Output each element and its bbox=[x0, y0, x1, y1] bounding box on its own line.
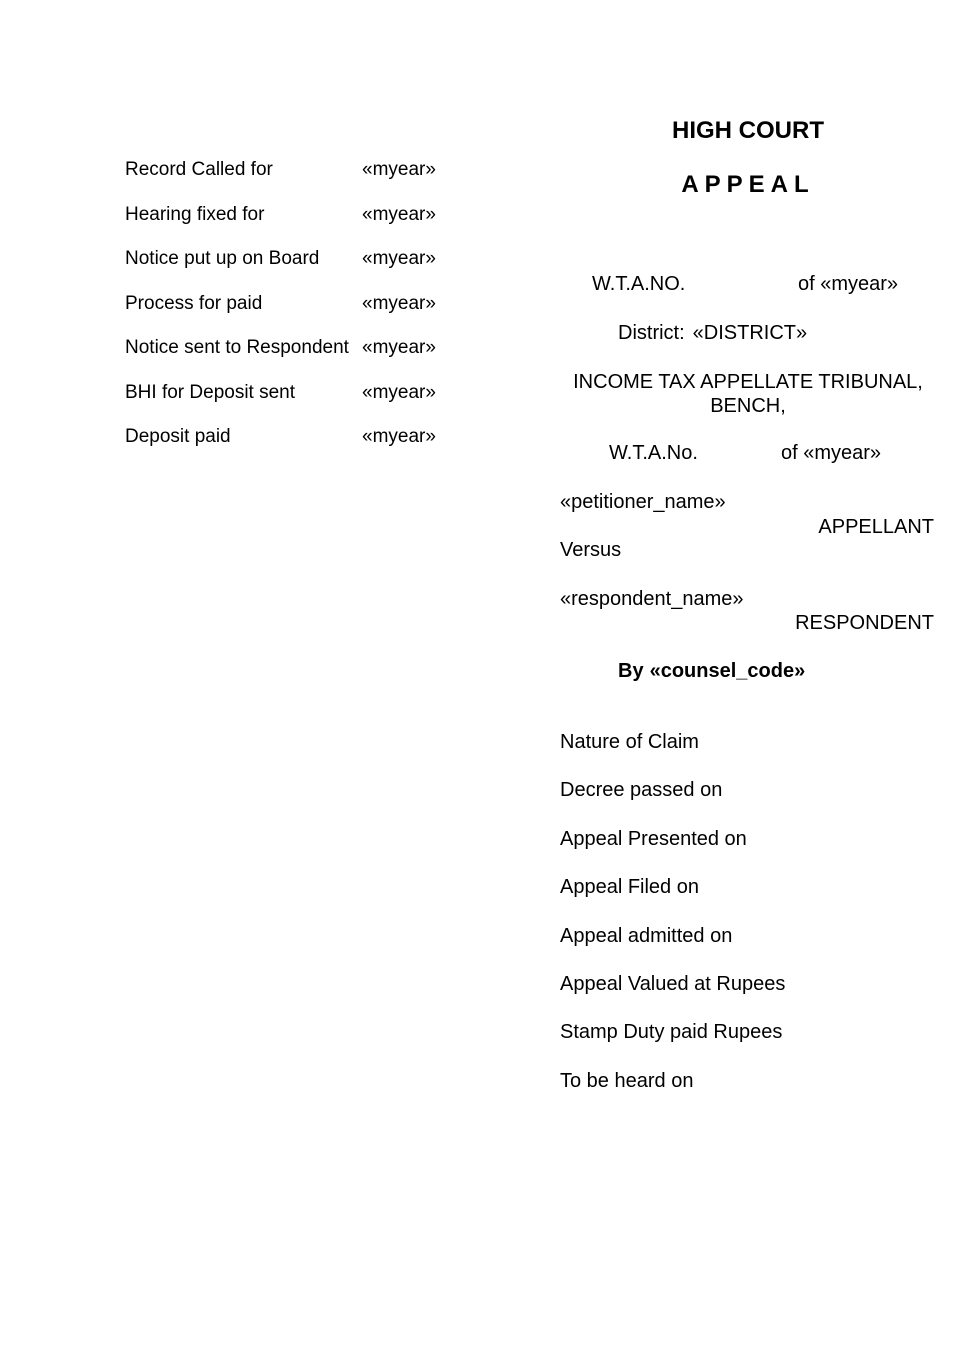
respondent-role: RESPONDENT bbox=[795, 612, 934, 634]
claim-item: Appeal Valued at Rupees bbox=[560, 972, 786, 995]
tribunal-line-1: INCOME TAX APPELLATE TRIBUNAL, bbox=[573, 371, 923, 393]
register-label: Notice sent to Respondent bbox=[125, 337, 349, 358]
claim-item: Appeal Filed on bbox=[560, 876, 699, 899]
register-label: Deposit paid bbox=[125, 426, 231, 447]
register-row bbox=[125, 248, 465, 293]
register-row bbox=[125, 426, 465, 471]
register-row bbox=[125, 204, 465, 249]
appellant-role: APPELLANT bbox=[818, 516, 934, 538]
register-value: «myear» bbox=[362, 159, 436, 180]
district-label: District: bbox=[618, 322, 685, 344]
claim-details-list bbox=[560, 731, 785, 1118]
document-type-title: APPEAL bbox=[681, 171, 815, 198]
petitioner-name: «petitioner_name» bbox=[560, 491, 726, 513]
counsel-line bbox=[618, 660, 805, 683]
district-line bbox=[618, 322, 807, 345]
counsel-code: «counsel_code» bbox=[649, 660, 806, 682]
register-label: Notice put up on Board bbox=[125, 248, 320, 269]
register-value: «myear» bbox=[362, 203, 436, 225]
claim-item: To be heard on bbox=[560, 1069, 694, 1092]
register-label: Hearing fixed for bbox=[125, 203, 265, 225]
register-row bbox=[125, 337, 465, 382]
register-value: «myear» bbox=[362, 248, 436, 269]
register-value: «myear» bbox=[362, 292, 436, 314]
wta-number-label: W.T.A.NO. bbox=[592, 273, 686, 295]
register-row bbox=[125, 382, 465, 427]
versus-label: Versus bbox=[560, 539, 622, 561]
register-value: «myear» bbox=[362, 381, 436, 403]
claim-item: Nature of Claim bbox=[560, 731, 699, 753]
register-row bbox=[125, 293, 465, 338]
register-label: Process for paid bbox=[125, 292, 263, 314]
claim-item: Decree passed on bbox=[560, 779, 723, 802]
register-label: Record Called for bbox=[125, 159, 273, 180]
register-label: BHI for Deposit sent bbox=[125, 381, 296, 403]
register-row bbox=[125, 159, 465, 204]
wta2-year: of «myear» bbox=[781, 442, 882, 464]
register-value: «myear» bbox=[362, 426, 436, 447]
counsel-prefix: By bbox=[618, 660, 644, 682]
claim-item: Appeal Presented on bbox=[560, 827, 747, 850]
respondent-name: «respondent_name» bbox=[560, 588, 744, 610]
claim-item: Stamp Duty paid Rupees bbox=[560, 1021, 783, 1044]
tribunal-name bbox=[560, 370, 936, 418]
district-value: «DISTRICT» bbox=[692, 322, 808, 344]
register-table bbox=[125, 159, 465, 471]
wta-year: of «myear» bbox=[798, 273, 899, 295]
claim-item: Appeal admitted on bbox=[560, 924, 733, 947]
court-title: HIGH COURT bbox=[672, 117, 824, 144]
register-value: «myear» bbox=[362, 337, 436, 358]
tribunal-line-2: BENCH, bbox=[710, 395, 786, 417]
wta2-number-label: W.T.A.No. bbox=[609, 442, 698, 464]
